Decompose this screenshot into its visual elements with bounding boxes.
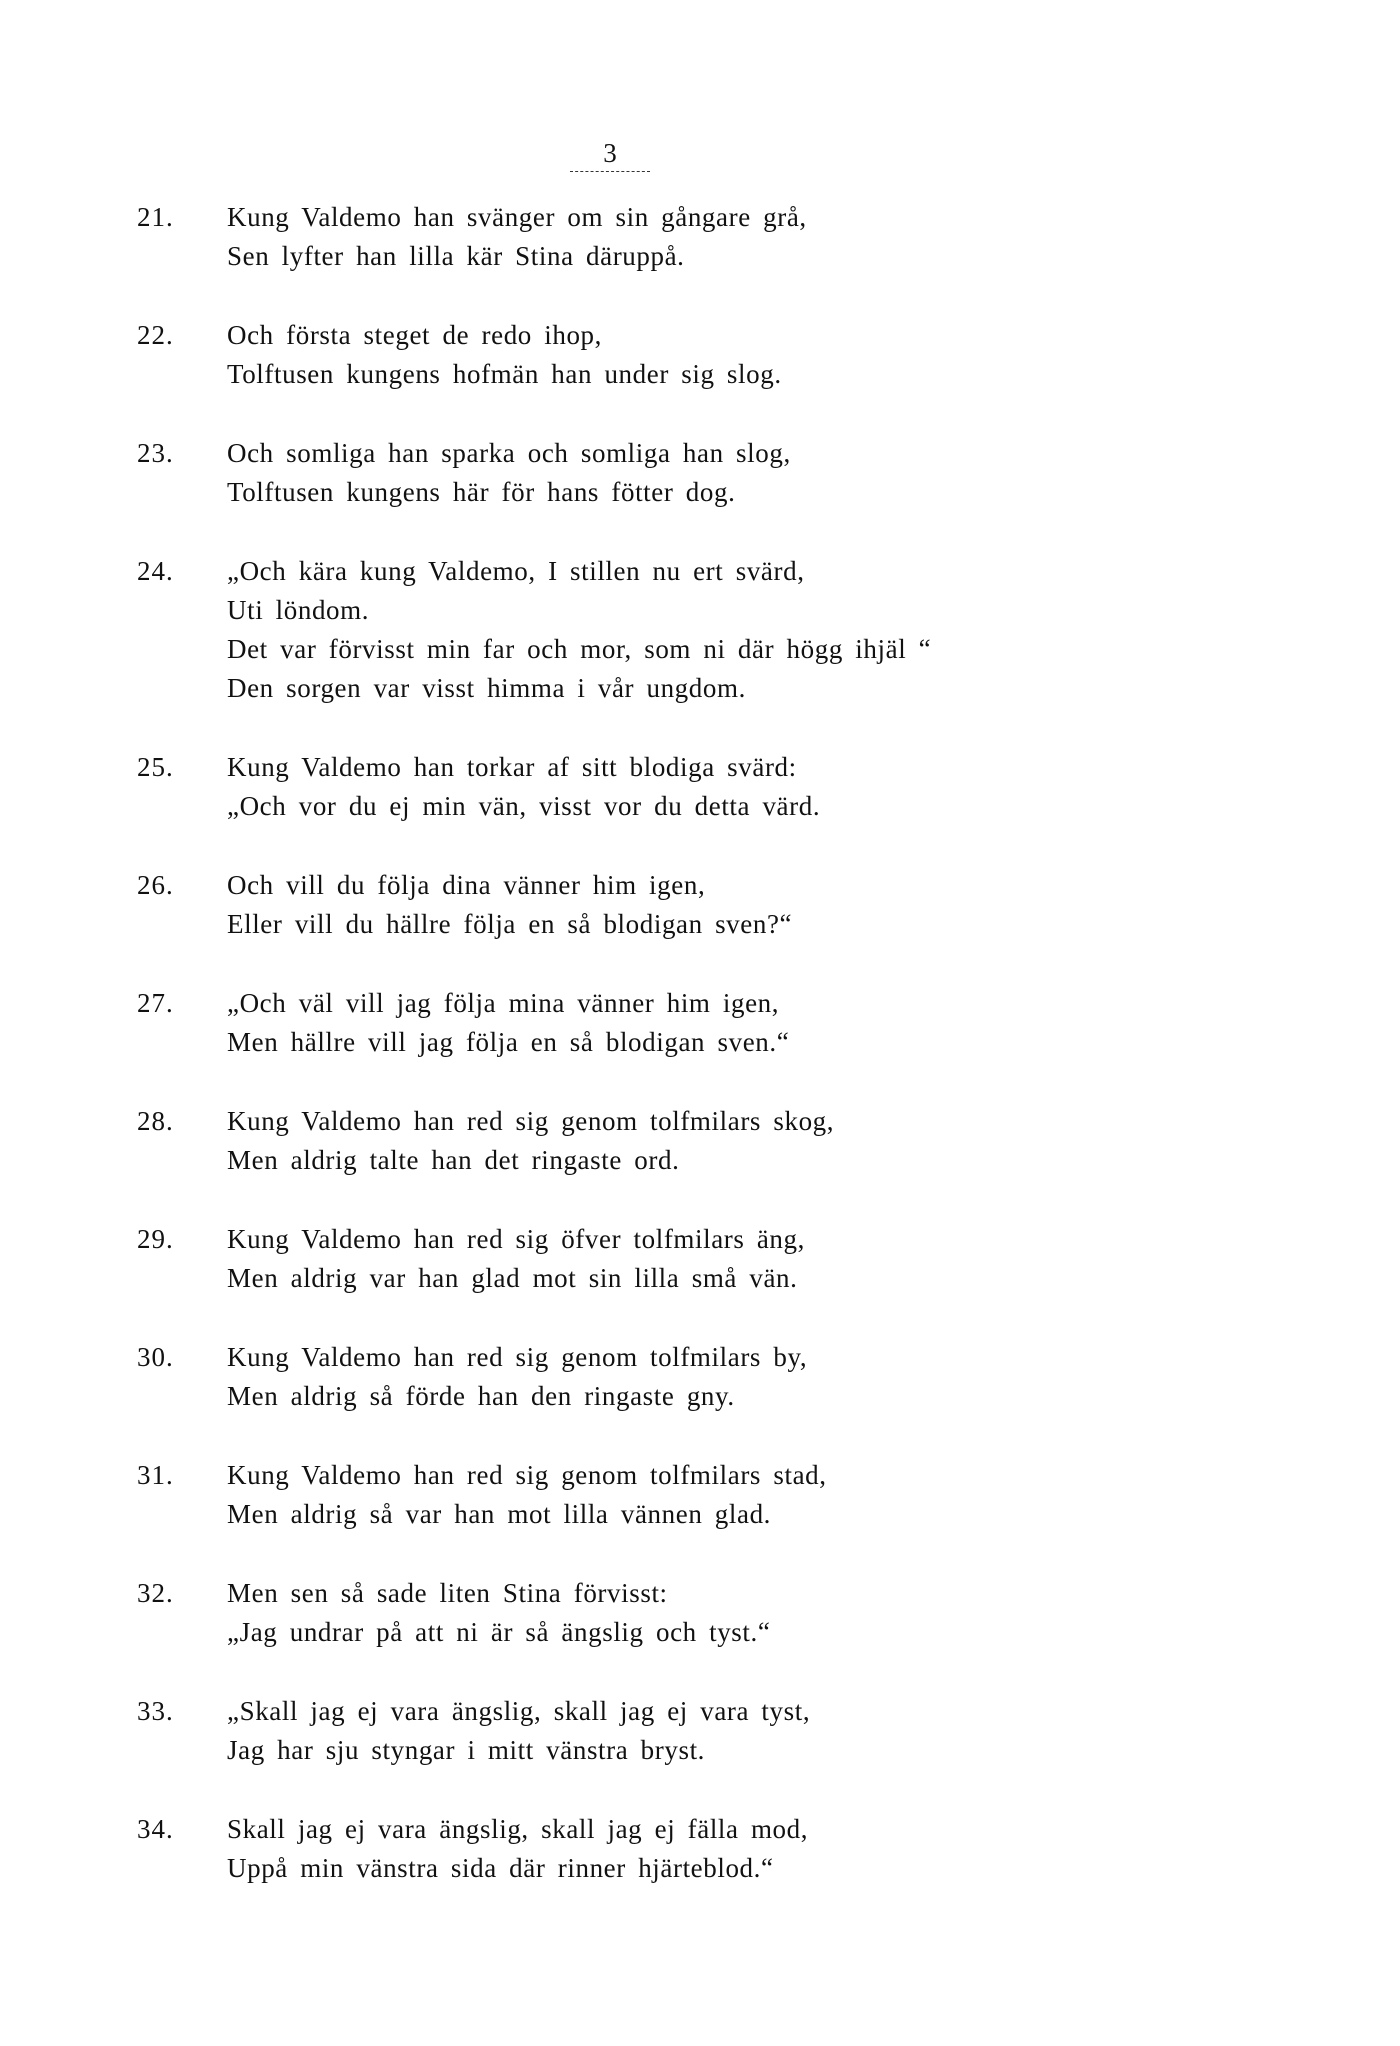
verse-line: Jag har sju styngar i mitt vänstra bryst.	[227, 1735, 706, 1765]
verse-line: Men aldrig talte han det ringaste ord.	[227, 1145, 680, 1175]
verse-line: Och vill du följa dina vänner him igen,	[227, 870, 706, 900]
verse-line: Och somliga han sparka och somliga han slog,	[227, 438, 791, 468]
stanza-number: 25.	[137, 752, 174, 782]
verse-line: Kung Valdemo han red sig öfver tolfmilars äng,	[227, 1224, 805, 1254]
stanza-number: 30.	[137, 1342, 174, 1372]
stanza-30	[137, 1338, 1257, 1416]
stanza-23	[137, 434, 1257, 512]
stanza-26	[137, 866, 1257, 944]
verse-line: „Och kära kung Valdemo, I stillen nu ert svärd,	[227, 556, 805, 586]
verse-line: Och första steget de redo ihop,	[227, 320, 602, 350]
verse-line: Kung Valdemo han red sig genom tolfmilars skog,	[227, 1106, 835, 1136]
verse-line: Tolftusen kungens här för hans fötter dog.	[227, 477, 736, 507]
verse-line: Tolftusen kungens hofmän han under sig slog.	[227, 359, 782, 389]
stanza-number: 22.	[137, 320, 174, 350]
verse-line: Den sorgen var visst himma i vår ungdom.	[227, 673, 746, 703]
stanza-22	[137, 316, 1257, 394]
verse-line: „Skall jag ej vara ängslig, skall jag ej vara tyst,	[227, 1696, 811, 1726]
stanza-31	[137, 1456, 1257, 1534]
stanza-27	[137, 984, 1257, 1062]
stanza-33	[137, 1692, 1257, 1770]
stanza-number: 23.	[137, 438, 174, 468]
stanza-number: 31.	[137, 1460, 174, 1490]
verse-line: Kung Valdemo han red sig genom tolfmilars stad,	[227, 1460, 827, 1490]
stanza-number: 34.	[137, 1814, 174, 1844]
verse-line: „Och vor du ej min vän, visst vor du detta värd.	[227, 791, 821, 821]
verse-line: Uppå min vänstra sida där rinner hjärteblod.“	[227, 1853, 774, 1883]
verse-line: Kung Valdemo han red sig genom tolfmilars by,	[227, 1342, 808, 1372]
stanza-25	[137, 748, 1257, 826]
verse-line: Kung Valdemo han svänger om sin gångare grå,	[227, 202, 807, 232]
stanza-number: 24.	[137, 556, 174, 586]
stanza-32	[137, 1574, 1257, 1652]
verse-line: „Jag undrar på att ni är så ängslig och tyst.“	[227, 1617, 771, 1647]
stanza-28	[137, 1102, 1257, 1180]
verse-line: Men aldrig så förde han den ringaste gny.	[227, 1381, 735, 1411]
stanza-number: 21.	[137, 202, 174, 232]
poem	[137, 198, 1257, 1928]
stanza-number: 26.	[137, 870, 174, 900]
stanza-29	[137, 1220, 1257, 1298]
verse-line: Men aldrig så var han mot lilla vännen glad.	[227, 1499, 772, 1529]
verse-line: Kung Valdemo han torkar af sitt blodiga svärd:	[227, 752, 797, 782]
stanza-21	[137, 198, 1257, 276]
verse-line: Skall jag ej vara ängslig, skall jag ej fälla mod,	[227, 1814, 809, 1844]
stanza-number: 32.	[137, 1578, 174, 1608]
verse-line: Men hällre vill jag följa en så blodigan sven.“	[227, 1027, 790, 1057]
verse-line: Men sen så sade liten Stina förvisst:	[227, 1578, 668, 1608]
stanza-24	[137, 552, 1257, 708]
verse-line: Sen lyfter han lilla kär Stina däruppå.	[227, 241, 685, 271]
verse-line: Eller vill du hällre följa en så blodigan sven?“	[227, 909, 793, 939]
stanza-number: 28.	[137, 1106, 174, 1136]
page-number: 3	[603, 138, 617, 168]
stanza-number: 33.	[137, 1696, 174, 1726]
verse-line: Uti löndom.	[227, 595, 370, 625]
page-number-rule	[570, 171, 650, 172]
verse-line: Men aldrig var han glad mot sin lilla små vän.	[227, 1263, 798, 1293]
stanza-number: 29.	[137, 1224, 174, 1254]
verse-line: „Och väl vill jag följa mina vänner him igen,	[227, 988, 780, 1018]
stanza-number: 27.	[137, 988, 174, 1018]
stanza-34	[137, 1810, 1257, 1888]
verse-line: Det var förvisst min far och mor, som ni där högg ihjäl “	[227, 634, 932, 664]
